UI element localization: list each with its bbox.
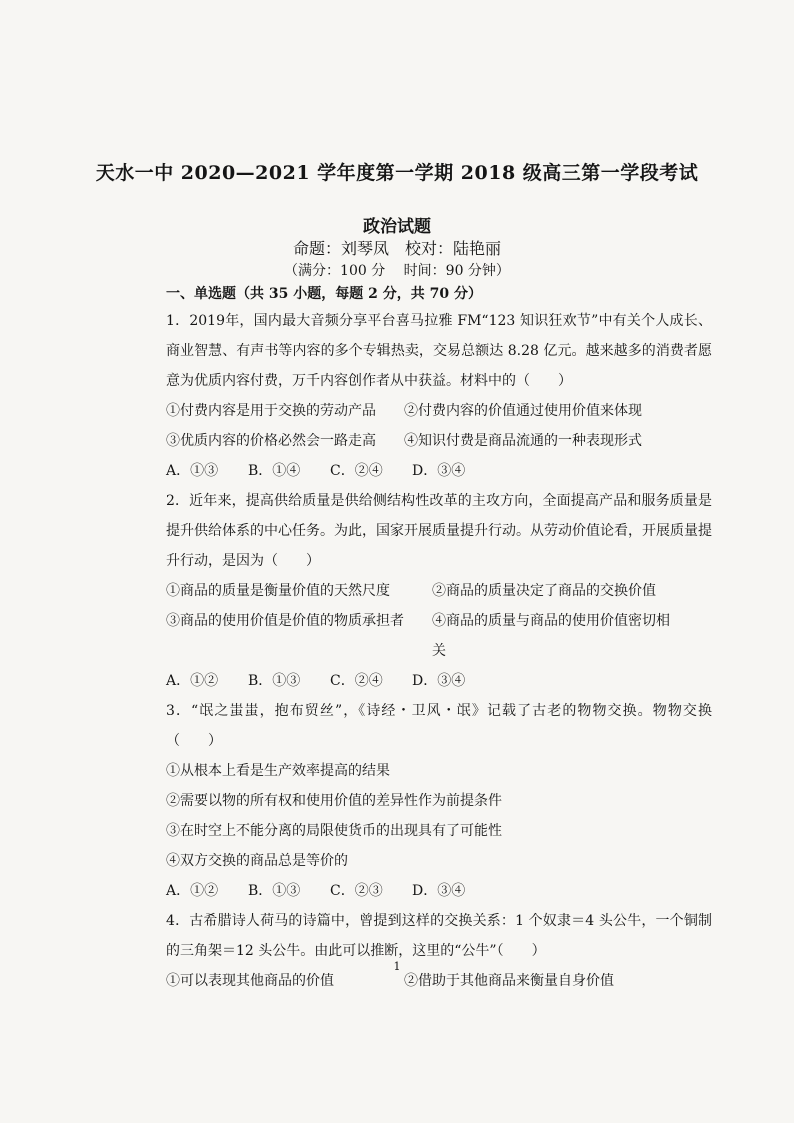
option-1: ①商品的质量是衡量价值的天然尺度 [166, 583, 390, 599]
answer-d: D．③④ [412, 883, 466, 899]
option-1: ①付费内容是用于交换的劳动产品 [166, 403, 376, 419]
answer-a: A．①③ [166, 463, 219, 479]
option-2: ②付费内容的价值通过使用价值来体现 [404, 403, 642, 419]
option-2: ②需要以物的所有权和使用价值的差异性作为前提条件 [166, 793, 502, 809]
question-1 [166, 306, 712, 486]
option-3: ③在时空上不能分离的局限使货币的出现具有了可能性 [166, 823, 502, 839]
question-2 [166, 486, 712, 696]
option-4: ④商品的质量与商品的使用价值密切相关 [432, 613, 670, 659]
option-row [166, 576, 712, 606]
authors-line: 命题：刘琴凤 校对：陆艳丽 [292, 239, 501, 258]
option-row [166, 396, 712, 426]
subject-title: 政治试题 [363, 217, 431, 237]
option-4: ④知识付费是商品流通的一种表现形式 [404, 433, 642, 449]
answer-c: C．②④ [330, 463, 383, 479]
option-4: ④双方交换的商品总是等价的 [166, 853, 348, 869]
exam-content [166, 282, 712, 996]
question-stem: 4．古希腊诗人荷马的诗篇中，曾提到这样的交换关系：1 个奴隶＝4 头公牛，一个铜制的三角架＝12 头公牛。由此可以推断，这里的“公牛”（ ） [166, 913, 712, 959]
option-2: ②商品的质量决定了商品的交换价值 [432, 583, 656, 599]
option-1: ①从根本上看是生产效率提高的结果 [166, 763, 390, 779]
answer-a: A．①② [166, 883, 219, 899]
question-stem: 3．“氓之蚩蚩，抱布贸丝”，《诗经・卫风・氓》记载了古老的物物交换。物物交换（ ） [166, 703, 712, 749]
answer-b: B．①③ [248, 673, 301, 689]
answer-c: C．②③ [330, 883, 383, 899]
option-3: ③商品的使用价值是价值的物质承担者 [166, 613, 404, 629]
question-stem: 1．2019年，国内最大音频分享平台喜马拉雅 FM“123 知识狂欢节”中有关个人成长、商业智慧、有声书等内容的多个专辑热卖，交易总额达 8.28 亿元。越来越多的消费者愿意为优质内容付费，万千内容创作者从中获益。材料中的（ ） [166, 313, 712, 389]
answer-b: B．①③ [248, 883, 301, 899]
question-4 [166, 906, 712, 996]
score-time-line: （满分：100 分 时间：90 分钟） [284, 263, 510, 279]
question-3 [166, 696, 712, 906]
question-stem: 2．近年来，提高供给质量是供给侧结构性改革的主攻方向，全面提高产品和服务质量是提升供给体系的中心任务。为此，国家开展质量提升行动。从劳动价值论看，开展质量提升行动，是因为（ ） [166, 493, 712, 569]
exam-title: 天水一中 2020—2021 学年度第一学期 2018 级高三第一学段考试 [95, 162, 699, 184]
answer-c: C．②④ [330, 673, 383, 689]
answer-choices [166, 876, 712, 906]
option-row [166, 606, 712, 666]
answer-d: D．③④ [412, 673, 466, 689]
answer-choices [166, 666, 712, 696]
option-2: ②借助于其他商品来衡量自身价值 [404, 973, 614, 989]
page-number: 1 [393, 960, 401, 973]
option-1: ①可以表现其他商品的价值 [166, 973, 334, 989]
answer-a: A．①② [166, 673, 219, 689]
option-3: ③优质内容的价格必然会一路走高 [166, 433, 376, 449]
answer-b: B．①④ [248, 463, 301, 479]
section-heading: 一、单选题（共 35 小题，每题 2 分，共 70 分） [166, 286, 482, 302]
answer-d: D．③④ [412, 463, 466, 479]
option-row [166, 426, 712, 456]
answer-choices [166, 456, 712, 486]
